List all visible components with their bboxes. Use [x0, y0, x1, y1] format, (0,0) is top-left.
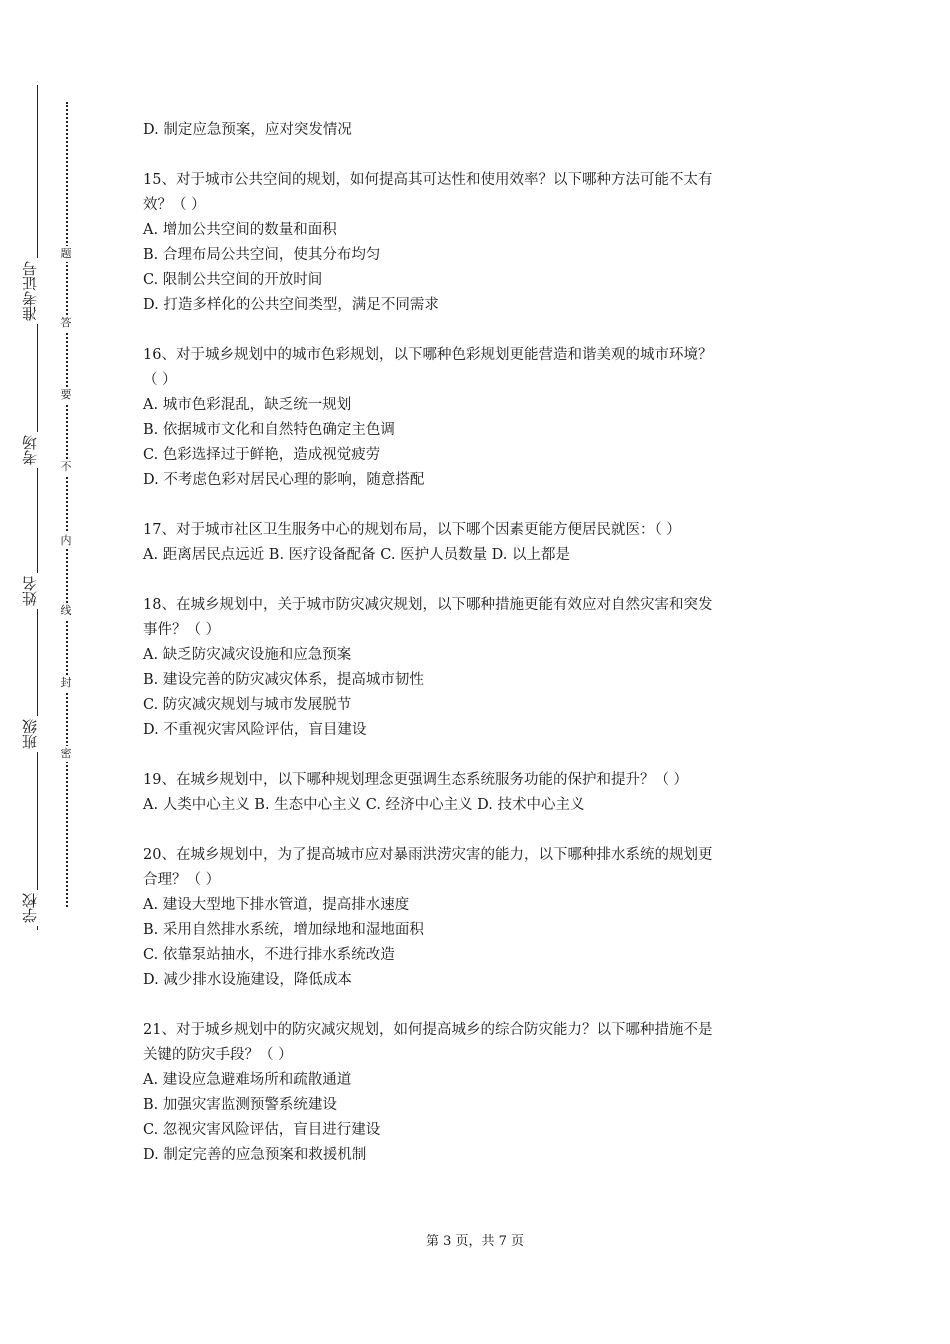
option-b: B. 采用自然排水系统，增加绿地和湿地面积 [143, 922, 424, 938]
option-a: A. 建设大型地下排水管道，提高排水速度 [143, 897, 410, 913]
question-stem: 事件？（ ） [143, 622, 221, 638]
option-a: A. 增加公共空间的数量和面积 [143, 222, 337, 238]
binding-solid-line [37, 85, 38, 930]
question-stem: 19、在城乡规划中，以下哪种规划理念更强调生态系统服务功能的保护和提升？（ ） [143, 772, 689, 788]
option-c: C. 色彩选择过于鲜艳，造成视觉疲劳 [143, 447, 381, 463]
option-b: B. 加强灾害监测预警系统建设 [143, 1097, 337, 1113]
question-stem: 21、对于城乡规划中的防灾减灾规划，如何提高城乡的综合防灾能力？以下哪种措施不是 [143, 1022, 713, 1038]
option-d: D. 减少排水设施建设，降低成本 [143, 972, 352, 988]
options-inline: A. 人类中心主义 B. 生态中心主义 C. 经济中心主义 D. 技术中心主义 [143, 797, 585, 813]
seal-char: 要 [58, 387, 74, 403]
seal-char: 不 [58, 459, 74, 475]
option-c: C. 忽视灾害风险评估，盲目进行建设 [143, 1122, 381, 1138]
field-name: 姓名 [22, 573, 38, 609]
seal-char: 答 [58, 315, 74, 331]
seal-char: 题 [58, 246, 74, 262]
question-stem: 18、在城乡规划中，关于城市防灾减灾规划，以下哪种措施更能有效应对自然灾害和突发 [143, 597, 713, 613]
question-15 [143, 168, 808, 318]
seal-char: 线 [58, 603, 74, 619]
question-21 [143, 1018, 808, 1168]
question-stem: 15、对于城市公共空间的规划，如何提高其可达性和使用效率？以下哪种方法可能不太有 [143, 172, 713, 188]
question-stem: （ ） [143, 372, 177, 388]
option-b: B. 合理布局公共空间，使其分布均匀 [143, 247, 381, 263]
option-text: D. 制定应急预案，应对突发情况 [143, 122, 352, 138]
option-c: C. 防灾减灾规划与城市发展脱节 [143, 697, 352, 713]
question-stem: 合理？（ ） [143, 872, 221, 888]
binding-dotted-line [66, 102, 68, 907]
option-d: D. 制定完善的应急预案和救援机制 [143, 1147, 367, 1163]
field-exam-number: 准考证号 [22, 258, 38, 324]
question-stem: 17、对于城市社区卫生服务中心的规划布局，以下哪个因素更能方便居民就医：（ ） [143, 522, 681, 538]
field-class: 班级 [22, 716, 38, 752]
question-20 [143, 843, 808, 993]
option-a: A. 建设应急避难场所和疏散通道 [143, 1072, 352, 1088]
question-content [143, 118, 808, 1168]
option-b: B. 依据城市文化和自然特色确定主色调 [143, 422, 395, 438]
binding-margin [0, 0, 120, 1344]
option-a: A. 缺乏防灾减灾设施和应急预案 [143, 647, 352, 663]
option-a: A. 城市色彩混乱，缺乏统一规划 [143, 397, 352, 413]
option-d: D. 不重视灾害风险评估，盲目建设 [143, 722, 367, 738]
question-18 [143, 593, 808, 743]
page-number: 第 3 页，共 7 页 [425, 1234, 525, 1249]
question-17 [143, 518, 808, 568]
question-stem: 效？（ ） [143, 197, 206, 213]
options-inline: A. 距离居民点远近 B. 医疗设备配备 C. 医护人员数量 D. 以上都是 [143, 547, 571, 563]
option-d: D. 打造多样化的公共空间类型，满足不同需求 [143, 297, 439, 313]
question-stem: 16、对于城乡规划中的城市色彩规划，以下哪种色彩规划更能营造和谐美观的城市环境？ [143, 347, 713, 363]
option-b: B. 建设完善的防灾减灾体系，提高城市韧性 [143, 672, 424, 688]
option-d: D. 不考虑色彩对居民心理的影响，随意搭配 [143, 472, 425, 488]
option-c: C. 限制公共空间的开放时间 [143, 272, 323, 288]
question-stem: 20、在城乡规划中，为了提高城市应对暴雨洪涝灾害的能力，以下哪种排水系统的规划更 [143, 847, 713, 863]
option-c: C. 依靠泵站抽水，不进行排水系统改造 [143, 947, 395, 963]
seal-char: 密 [58, 746, 74, 762]
field-exam-room: 考场 [22, 432, 38, 468]
field-school: 学校 [22, 890, 38, 926]
seal-char: 封 [58, 675, 74, 691]
question-19 [143, 768, 808, 818]
question-stem: 关键的防灾手段？（ ） [143, 1047, 293, 1063]
question-16 [143, 343, 808, 493]
seal-char: 内 [58, 533, 74, 549]
